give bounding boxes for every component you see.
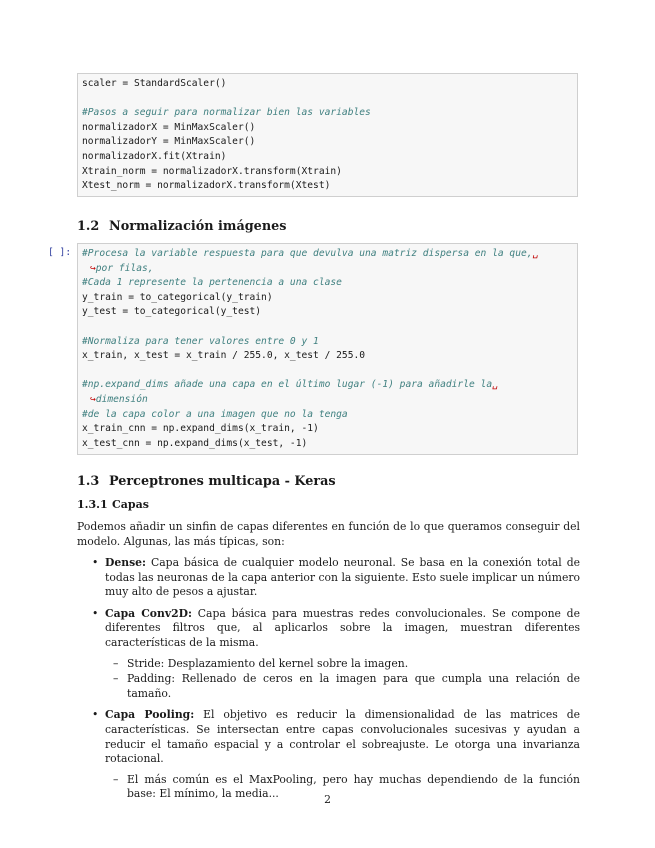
list-item	[77, 708, 580, 802]
code-line	[82, 320, 573, 335]
code-comment: #Procesa la variable respuesta para que devulva una matriz dispersa en la que,␣	[82, 248, 539, 259]
list-item	[77, 556, 580, 600]
item-term: Dense:	[105, 556, 147, 569]
intro-paragraph: Podemos añadir un sinfin de capas diferentes en función de lo que queramos conseguir del modelo. Algunas, las más típicas, son:	[77, 520, 580, 548]
code-line: Xtrain_norm = normalizadorX.transform(Xtrain)	[82, 165, 342, 177]
code-line	[82, 92, 573, 107]
section-number: 1.3	[77, 474, 100, 489]
bullet-icon: •	[92, 556, 99, 569]
subsection-number: 1.3.1	[77, 498, 108, 511]
item-text: El objetivo es reducir la dimensionalidad de las matrices de características. Se intersectan entre capas convolucionales sucesivas y ayudan a reducir el tamaño espacial y a controlar el sobreajuste. Le otorga una invarianza rotacional.	[105, 708, 580, 766]
wrap-arrow-icon: ↪	[90, 262, 96, 274]
subsection-heading-1-3-1	[77, 498, 149, 511]
code-comment-continuation: ↪dimensión	[90, 393, 148, 405]
subsection-title: Capas	[112, 498, 149, 511]
wrap-marker-icon: ␣	[492, 379, 498, 391]
code-line: x_train_cnn = np.expand_dims(x_train, -1)	[82, 423, 319, 435]
code-line: y_test = to_categorical(y_test)	[82, 306, 262, 318]
code-line: normalizadorX = MinMaxScaler()	[82, 121, 256, 133]
section-title: Perceptrones multicapa - Keras	[109, 474, 336, 489]
code-line: Xtest_norm = normalizadorX.transform(Xtest)	[82, 180, 331, 192]
code-line: y_train = to_categorical(y_train)	[82, 291, 273, 303]
sub-item: – El más común es el MaxPooling, pero hay muchas dependiendo de la función base: El mínimo, la media...	[113, 772, 580, 801]
code-line: normalizadorY = MinMaxScaler()	[82, 136, 256, 148]
item-term: Capa Conv2D:	[105, 606, 192, 620]
wrap-arrow-icon: ↪	[90, 393, 96, 405]
code-comment: #np.expand_dims añade una capa en el último lugar (-1) para añadirle la␣	[82, 379, 498, 391]
code-cell-2[interactable]	[77, 243, 578, 455]
layer-list	[77, 556, 580, 809]
page-number: 2	[324, 793, 331, 806]
code-line: normalizadorX.fit(Xtrain)	[82, 150, 227, 162]
item-text: Capa básica de cualquier modelo neuronal. Se basa en la conexión total de todas las neuronas de la capa anterior con la siguiente. Esto suele implicar un número muy alto de pesos a ajustar.	[105, 556, 581, 599]
code-comment: #Normaliza para tener valores entre 0 y 1	[82, 335, 319, 347]
item-text: Capa básica para muestras redes convolucionales. Se compone de diferentes filtros que, al aplicarlos sobre la imagen, muestran diferentes características de la misma.	[105, 606, 580, 649]
sub-item: – Padding: Rellenado de ceros en la imagen para que cumpla una relación de tamaño.	[113, 672, 580, 700]
code-comment: #Pasos a seguir para normalizar bien las variables	[82, 107, 371, 119]
section-heading-1-3	[77, 474, 336, 489]
code-line: x_train, x_test = x_train / 255.0, x_test / 255.0	[82, 350, 366, 362]
section-heading-1-2	[77, 219, 286, 234]
section-number: 1.2	[77, 219, 100, 234]
dash-icon: –	[113, 772, 119, 786]
code-comment: #Cada 1 represente la pertenencia a una clase	[82, 277, 342, 289]
dash-icon: –	[113, 656, 119, 670]
code-cell-1	[77, 73, 578, 197]
section-title: Normalización imágenes	[109, 219, 287, 234]
code-line: scaler = StandardScaler()	[82, 78, 227, 89]
code-line: x_test_cnn = np.expand_dims(x_test, -1)	[82, 437, 308, 449]
sub-item: – Stride: Desplazamiento del kernel sobre la imagen.	[113, 656, 409, 670]
bullet-icon: •	[92, 708, 99, 722]
code-comment-continuation: ↪por filas,	[90, 262, 154, 274]
list-item	[77, 607, 580, 702]
wrap-marker-icon: ␣	[532, 248, 539, 259]
cell-prompt: [ ]:	[48, 247, 72, 258]
dash-icon: –	[113, 672, 119, 686]
bullet-icon: •	[92, 606, 99, 620]
code-comment: #de la capa color a una imagen que no la tenga	[82, 408, 348, 420]
code-line	[82, 364, 573, 379]
item-term: Capa Pooling:	[105, 708, 195, 722]
